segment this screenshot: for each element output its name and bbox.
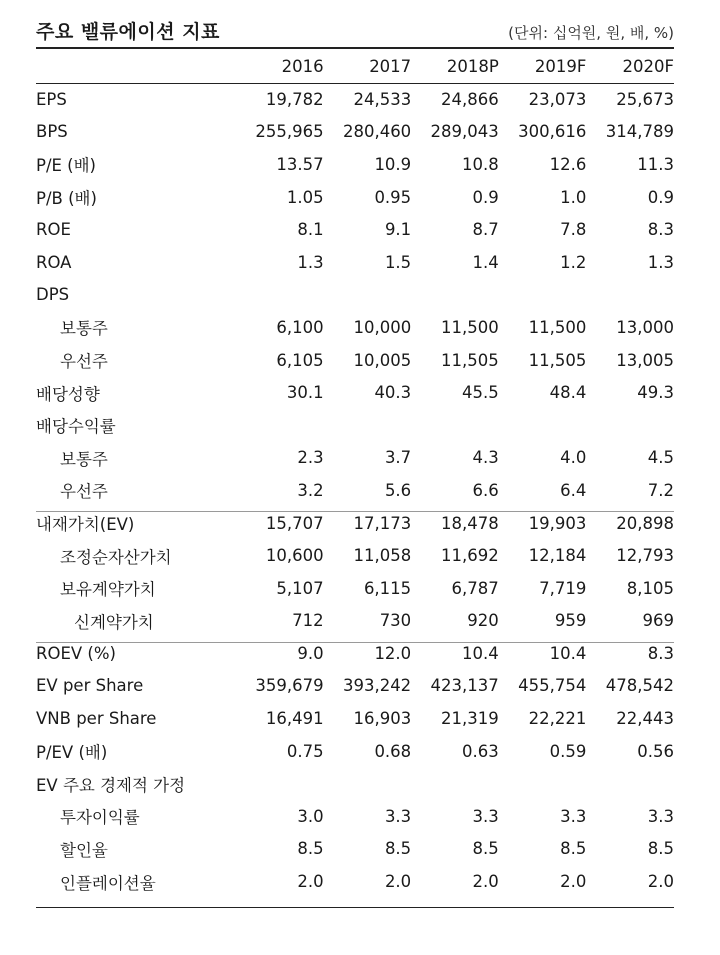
cell-value: 0.75: [286, 741, 324, 761]
cell-value: 6.4: [560, 480, 587, 500]
cell-value: 255,965: [255, 122, 324, 142]
cell-value: 8.3: [647, 220, 674, 240]
row-label: 우선주: [60, 352, 108, 372]
table-row: [36, 735, 674, 768]
table-row: [36, 311, 674, 344]
cell-value: 300,616: [518, 122, 587, 142]
cell-value: 969: [642, 611, 674, 631]
table-row: [36, 474, 674, 507]
row-label: EPS: [36, 89, 67, 109]
cell-value: 11,500: [441, 317, 499, 337]
cell-value: 8.7: [472, 220, 499, 240]
table-row: [36, 442, 674, 475]
cell-value: 11,500: [528, 317, 587, 337]
cell-value: 3.3: [560, 806, 587, 826]
row-label: 보통주: [60, 319, 108, 339]
cell-value: 8.5: [472, 839, 499, 859]
cell-value: [499, 767, 587, 800]
cell-value: [499, 409, 587, 442]
row-label: DPS: [36, 285, 70, 305]
cell-value: 6,105: [276, 350, 324, 370]
cell-value: 2.3: [297, 448, 324, 468]
row-label: 우선주: [60, 482, 108, 502]
cell-value: 22,221: [528, 709, 587, 729]
cell-value: 0.63: [462, 741, 499, 761]
table-row: [36, 572, 674, 605]
table-row: [36, 507, 674, 540]
cell-value: 45.5: [462, 383, 499, 403]
row-label: 투자이익률: [60, 808, 140, 828]
table-row: [36, 344, 674, 377]
row-label: 인플레이션율: [60, 873, 156, 893]
cell-value: [411, 279, 499, 312]
cell-value: 22,443: [616, 709, 674, 729]
cell-value: 12.0: [374, 643, 412, 663]
row-label: BPS: [36, 122, 68, 142]
cell-value: 13.57: [276, 154, 324, 174]
cell-value: 289,043: [430, 122, 499, 142]
cell-value: 280,460: [342, 122, 412, 142]
table-row: [36, 116, 674, 149]
cell-value: 4.0: [560, 448, 587, 468]
cell-value: 6.6: [472, 480, 499, 500]
cell-value: 0.9: [647, 187, 674, 207]
row-label: ROA: [36, 252, 72, 272]
cell-value: 24,533: [353, 89, 412, 109]
cell-value: 11,505: [528, 350, 587, 370]
header-row: [36, 49, 674, 83]
table-row: [36, 833, 674, 866]
table-row: [36, 767, 674, 800]
cell-value: 2.0: [297, 872, 324, 892]
table-row: [36, 181, 674, 214]
cell-value: 13,000: [616, 317, 674, 337]
cell-value: 25,673: [616, 89, 674, 109]
cell-value: 1.5: [384, 252, 412, 272]
cell-value: 19,782: [265, 89, 324, 109]
cell-value: [236, 409, 324, 442]
cell-value: 5,107: [276, 578, 324, 598]
cell-value: 24,866: [441, 89, 499, 109]
cell-value: 10.4: [549, 643, 587, 663]
cell-value: 18,478: [441, 513, 499, 533]
cell-value: 6,787: [451, 578, 499, 598]
table-row: [36, 246, 674, 279]
table-row: [36, 670, 674, 703]
cell-value: 314,789: [605, 122, 674, 142]
cell-value: 7,719: [539, 578, 587, 598]
table-row: [36, 279, 674, 312]
cell-value: 7.2: [647, 480, 674, 500]
cell-value: [586, 767, 674, 800]
cell-value: 478,542: [605, 676, 674, 696]
cell-value: [324, 279, 412, 312]
cell-value: [586, 279, 674, 312]
row-label: VNB per Share: [36, 709, 157, 729]
table-row: [36, 83, 674, 116]
cell-value: 8.1: [297, 220, 324, 240]
row-label: P/E (배): [36, 156, 96, 176]
table-row: [36, 148, 674, 181]
row-label: 조정순자산가치: [60, 547, 172, 567]
cell-value: 0.68: [374, 741, 412, 761]
cell-value: 11,505: [441, 350, 499, 370]
cell-value: 48.4: [549, 383, 587, 403]
cell-value: 11,058: [353, 546, 412, 566]
cell-value: 2.0: [472, 872, 499, 892]
cell-value: 1.3: [297, 252, 324, 272]
cell-value: [411, 409, 499, 442]
cell-value: 3.7: [384, 448, 412, 468]
column-header: 2019F: [534, 56, 587, 76]
column-header: 2016: [281, 56, 324, 76]
row-label: 신계약가치: [74, 612, 154, 632]
cell-value: 0.95: [374, 187, 412, 207]
row-label: 보유계약가치: [60, 580, 156, 600]
cell-value: 920: [467, 611, 499, 631]
table-row: [36, 539, 674, 572]
cell-value: 2.0: [560, 872, 587, 892]
row-label: P/B (배): [36, 189, 97, 209]
cell-value: [236, 279, 324, 312]
cell-value: 1.4: [472, 252, 499, 272]
bottom-rule: [36, 907, 674, 908]
cell-value: 4.3: [472, 448, 499, 468]
table-title: 주요 밸류에이션 지표: [36, 21, 220, 43]
cell-value: 10,000: [353, 317, 412, 337]
row-label: P/EV (배): [36, 743, 108, 763]
cell-value: [586, 409, 674, 442]
cell-value: 712: [292, 611, 324, 631]
cell-value: 8.5: [297, 839, 324, 859]
cell-value: [236, 767, 324, 800]
unit-note: (단위: 십억원, 원, 배, %): [508, 24, 674, 42]
cell-value: 21,319: [441, 709, 499, 729]
table-row: [36, 605, 674, 638]
cell-value: 3.3: [384, 806, 412, 826]
cell-value: 3.2: [297, 480, 324, 500]
cell-value: 3.0: [297, 806, 324, 826]
cell-value: 3.3: [647, 806, 674, 826]
table-row: [36, 637, 674, 670]
row-label: 배당수익률: [36, 417, 116, 437]
cell-value: 6,100: [276, 317, 324, 337]
cell-value: 8.3: [647, 643, 674, 663]
cell-value: 19,903: [528, 513, 587, 533]
cell-value: 10.4: [462, 643, 499, 663]
cell-value: [411, 767, 499, 800]
cell-value: 1.2: [560, 252, 587, 272]
cell-value: 40.3: [374, 383, 412, 403]
row-label: 보통주: [60, 449, 108, 469]
cell-value: 8,105: [626, 578, 674, 598]
cell-value: 1.3: [647, 252, 674, 272]
row-label: EV per Share: [36, 676, 144, 696]
row-label: 할인율: [60, 840, 108, 860]
cell-value: 3.3: [472, 806, 499, 826]
cell-value: 49.3: [637, 383, 674, 403]
cell-value: 2.0: [647, 872, 674, 892]
table-row: [36, 800, 674, 833]
cell-value: [324, 767, 412, 800]
cell-value: 7.8: [560, 220, 587, 240]
cell-value: 1.0: [560, 187, 587, 207]
row-label: ROEV (%): [36, 643, 116, 663]
cell-value: 13,005: [616, 350, 674, 370]
valuation-table: [36, 49, 674, 898]
cell-value: 5.6: [384, 480, 412, 500]
cell-value: 16,491: [265, 709, 324, 729]
cell-value: 10.8: [462, 154, 499, 174]
cell-value: 11,692: [441, 546, 499, 566]
table-row: [36, 865, 674, 898]
cell-value: 12,184: [528, 546, 587, 566]
cell-value: 9.1: [384, 220, 412, 240]
cell-value: 11.3: [637, 154, 674, 174]
row-label: 배당성향: [36, 384, 100, 404]
cell-value: 1.05: [286, 187, 324, 207]
cell-value: 10,600: [265, 546, 324, 566]
cell-value: 359,679: [255, 676, 324, 696]
row-label: 내재가치(EV): [36, 515, 135, 535]
row-label: EV 주요 경제적 가정: [36, 775, 186, 795]
cell-value: 23,073: [528, 89, 587, 109]
cell-value: [324, 409, 412, 442]
cell-value: 4.5: [647, 448, 674, 468]
cell-value: 9.0: [297, 643, 324, 663]
cell-value: 0.59: [549, 741, 587, 761]
cell-value: 6,115: [363, 578, 412, 598]
cell-value: 10.9: [374, 154, 412, 174]
cell-value: 8.5: [647, 839, 674, 859]
table-row: [36, 702, 674, 735]
table-row: [36, 409, 674, 442]
header-blank: [36, 49, 236, 83]
cell-value: 423,137: [430, 676, 499, 696]
column-header: 2018P: [446, 56, 499, 76]
cell-value: 0.9: [472, 187, 499, 207]
cell-value: 2.0: [384, 872, 412, 892]
cell-value: 15,707: [265, 513, 324, 533]
cell-value: 30.1: [286, 383, 324, 403]
cell-value: 12.6: [549, 154, 587, 174]
cell-value: 393,242: [342, 676, 412, 696]
row-label: ROE: [36, 220, 71, 240]
table-row: [36, 376, 674, 409]
cell-value: 16,903: [353, 709, 412, 729]
cell-value: 8.5: [560, 839, 587, 859]
table-row: [36, 213, 674, 246]
cell-value: 455,754: [518, 676, 587, 696]
cell-value: [499, 279, 587, 312]
cell-value: 959: [554, 611, 587, 631]
cell-value: 12,793: [616, 546, 674, 566]
cell-value: 20,898: [616, 513, 674, 533]
cell-value: 17,173: [353, 513, 412, 533]
cell-value: 0.56: [637, 741, 674, 761]
column-header: 2017: [369, 56, 412, 76]
cell-value: 8.5: [384, 839, 412, 859]
cell-value: 10,005: [353, 350, 412, 370]
column-header: 2020F: [622, 56, 674, 76]
cell-value: 730: [379, 611, 412, 631]
